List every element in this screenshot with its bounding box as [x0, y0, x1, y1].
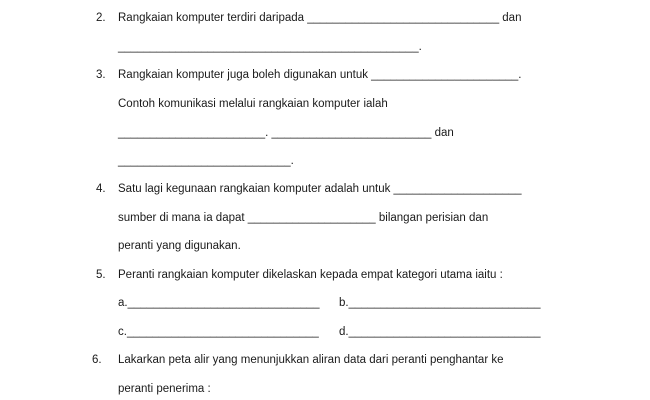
question-2-number: 2. [96, 12, 106, 24]
question-6-line-2: peranti penerima : [118, 383, 211, 395]
question-5-item-a: a.______________________________ [118, 297, 320, 309]
question-3-line-1: Rangkaian komputer juga boleh digunakan untuk _______________________. [118, 69, 522, 81]
question-3-line-4: ___________________________. [118, 155, 294, 167]
question-3-line-2: Contoh komunikasi melalui rangkaian komputer ialah [118, 98, 388, 110]
question-5-number: 5. [96, 269, 106, 281]
question-4-line-2: sumber di mana ia dapat ____________________ bilangan perisian dan [118, 212, 489, 224]
question-2-line-1: Rangkaian komputer terdiri daripada ______________________________ dan [118, 12, 522, 24]
question-4-line-3: peranti yang digunakan. [118, 240, 241, 252]
question-5-line-1: Peranti rangkaian komputer dikelaskan kepada empat kategori utama iaitu : [118, 269, 503, 281]
question-4-line-1: Satu lagi kegunaan rangkaian komputer adalah untuk ____________________ [118, 183, 522, 195]
question-6-line-1: Lakarkan peta alir yang menunjukkan aliran data dari peranti penghantar ke [118, 354, 504, 366]
question-4-number: 4. [96, 183, 106, 195]
question-5-item-c: c.______________________________ [118, 326, 319, 338]
question-6-number: 6. [92, 354, 102, 366]
question-3-number: 3. [96, 69, 106, 81]
question-3-line-3: _______________________. _________________________ dan [118, 127, 454, 139]
question-5-item-b: b.______________________________ [339, 297, 541, 309]
question-5-item-d: d.______________________________ [339, 326, 541, 338]
question-2-line-2: _______________________________________________. [118, 41, 422, 53]
